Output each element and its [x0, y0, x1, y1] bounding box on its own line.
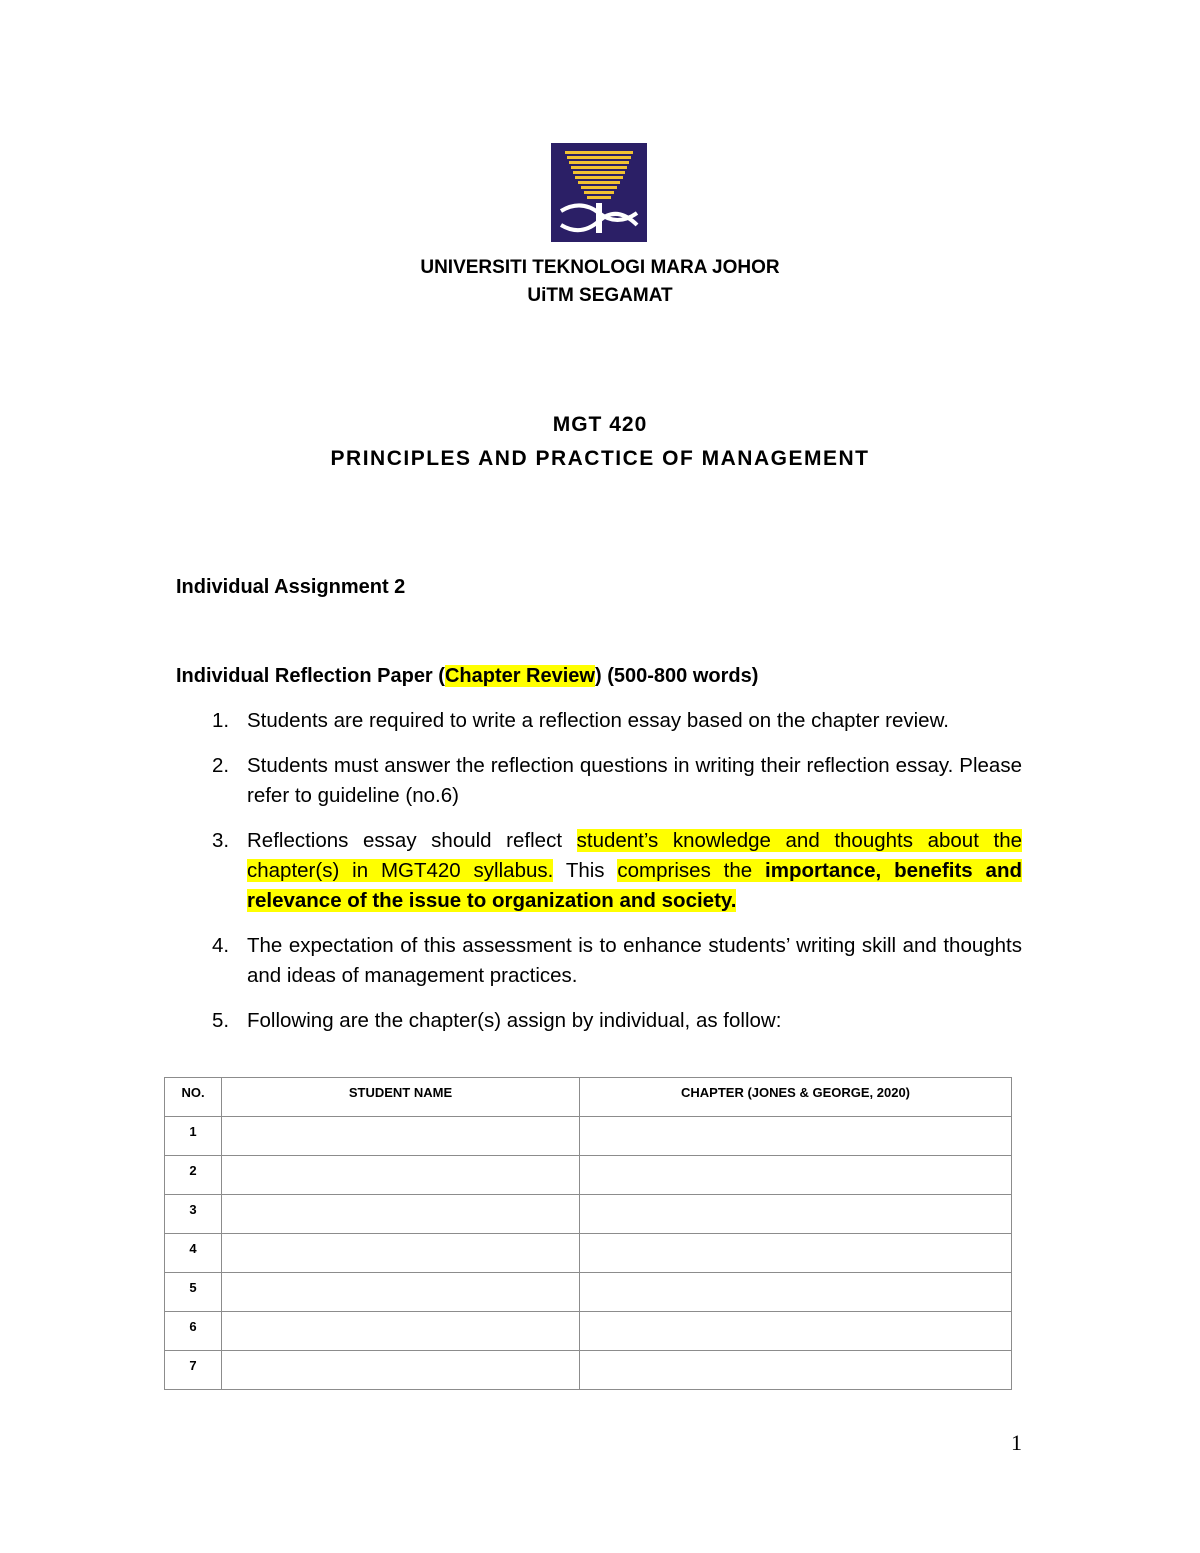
student-name-cell[interactable]: [222, 1156, 580, 1195]
chapter-cell[interactable]: [580, 1195, 1012, 1234]
list-text: The expectation of this assessment is to enhance students’ writing skill and thoughts and ideas of management practices.: [247, 934, 1022, 987]
course-code: MGT 420: [552, 413, 648, 436]
row-number-cell: 3: [165, 1195, 222, 1234]
chapter-cell[interactable]: [580, 1156, 1012, 1195]
row-number-cell: 7: [165, 1351, 222, 1390]
list-text-part: Reflections essay should reflect: [247, 829, 577, 852]
list-number: 1.: [212, 709, 230, 732]
chapter-cell[interactable]: [580, 1351, 1012, 1390]
table-row: [165, 1234, 1012, 1273]
list-number: 4.: [212, 934, 230, 957]
list-text: [247, 826, 1022, 916]
page-number: 1: [1011, 1430, 1022, 1455]
bold-highlighted-text: importance, benefits and relevance of the issue to organization and society.: [247, 859, 1022, 912]
university-name: UNIVERSITI TEKNOLOGI MARA JOHOR: [420, 257, 780, 278]
chapter-cell[interactable]: [580, 1234, 1012, 1273]
list-number: 3.: [212, 829, 230, 852]
student-name-cell[interactable]: [222, 1234, 580, 1273]
list-item: [176, 931, 1022, 991]
list-text: Following are the chapter(s) assign by individual, as follow:: [247, 1009, 782, 1032]
student-name-cell[interactable]: [222, 1117, 580, 1156]
list-number: 5.: [212, 1009, 230, 1032]
course-title: PRINCIPLES AND PRACTICE OF MANAGEMENT: [330, 447, 870, 470]
row-number-cell: 4: [165, 1234, 222, 1273]
student-name-cell[interactable]: [222, 1351, 580, 1390]
campus-name: UiTM SEGAMAT: [527, 285, 673, 306]
table-header-row: [165, 1078, 1012, 1117]
table-row: [165, 1156, 1012, 1195]
list-text-part: This: [553, 859, 618, 882]
assignment-title: Individual Assignment 2: [176, 576, 406, 598]
list-item: [176, 751, 1022, 811]
table-row: [165, 1312, 1012, 1351]
list-text: Students must answer the reflection questions in writing their reflection essay. Please refer to guideline (no.6): [247, 754, 1022, 807]
paper-heading: [176, 665, 758, 688]
chapter-cell[interactable]: [580, 1312, 1012, 1351]
list-item: [176, 1006, 1022, 1036]
paper-heading-highlight: Chapter Review: [444, 665, 595, 687]
highlighted-text: student’s knowledge and thoughts about the chapter(s) in MGT420 syllabus.: [247, 829, 1022, 882]
paper-heading-suffix: ) (500-800 words): [595, 665, 759, 687]
chapter-cell[interactable]: [580, 1117, 1012, 1156]
student-name-cell[interactable]: [222, 1312, 580, 1351]
table-header-cell: NO.: [165, 1078, 222, 1117]
chapter-cell[interactable]: [580, 1273, 1012, 1312]
row-number-cell: 2: [165, 1156, 222, 1195]
student-name-cell[interactable]: [222, 1195, 580, 1234]
instruction-list: [176, 706, 1022, 1051]
list-text: Students are required to write a reflection essay based on the chapter review.: [247, 709, 949, 732]
list-number: 2.: [212, 754, 230, 777]
paper-heading-prefix: Individual Reflection Paper (: [176, 665, 445, 687]
table-row: [165, 1195, 1012, 1234]
uitm-logo-icon: [551, 143, 647, 242]
table-header-cell: STUDENT NAME: [222, 1078, 580, 1117]
list-item: [176, 706, 1022, 736]
chapter-assignment-table: [164, 1077, 1012, 1390]
highlighted-text: comprises the: [617, 859, 766, 882]
table-row: [165, 1351, 1012, 1390]
list-item: [176, 826, 1022, 916]
row-number-cell: 6: [165, 1312, 222, 1351]
table-header-cell: CHAPTER (JONES & GEORGE, 2020): [580, 1078, 1012, 1117]
table-row: [165, 1273, 1012, 1312]
table-row: [165, 1117, 1012, 1156]
student-name-cell[interactable]: [222, 1273, 580, 1312]
row-number-cell: 5: [165, 1273, 222, 1312]
row-number-cell: 1: [165, 1117, 222, 1156]
